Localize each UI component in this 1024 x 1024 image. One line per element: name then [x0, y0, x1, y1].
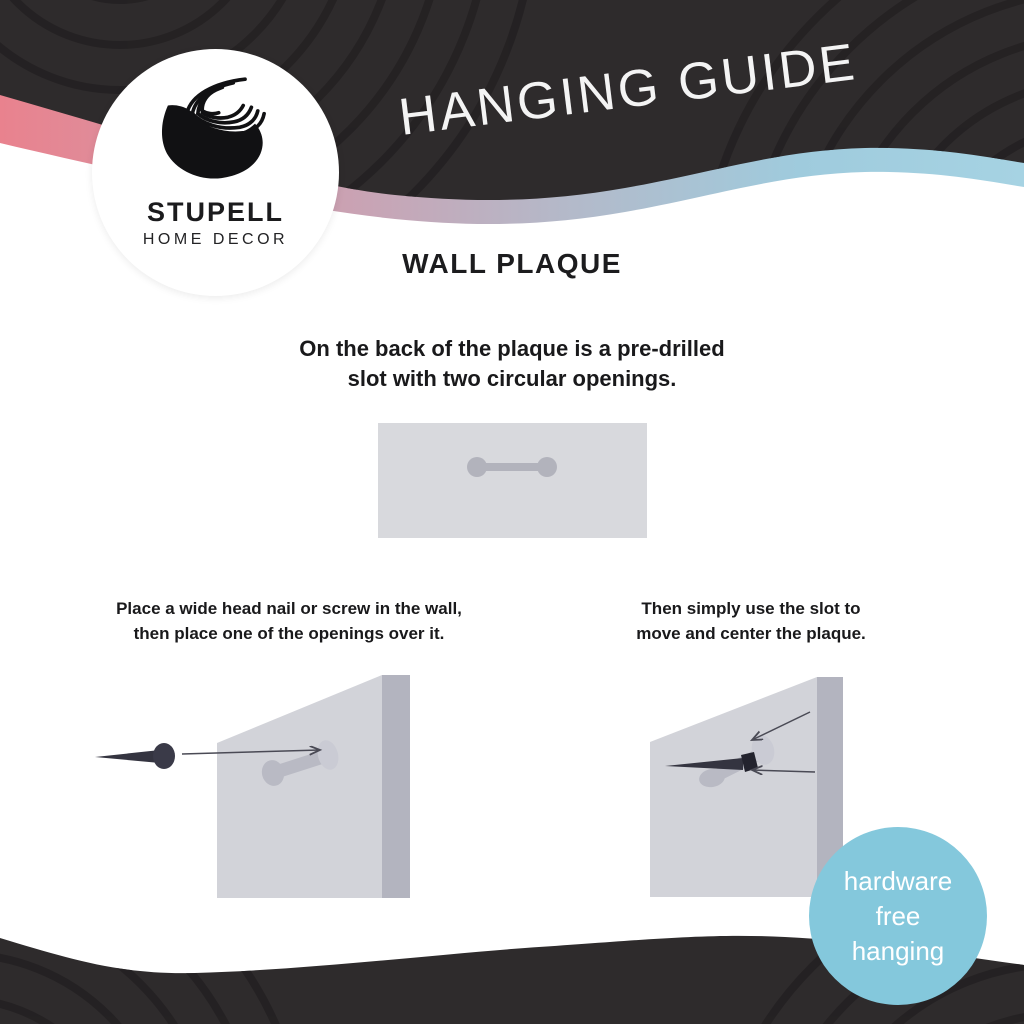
step-right-line-2: move and center the plaque. — [636, 624, 866, 643]
step-right-line-1: Then simply use the slot to — [641, 599, 861, 618]
intro-line-1: On the back of the plaque is a pre-drilled — [299, 336, 725, 361]
brand-logo-badge — [92, 49, 339, 296]
step-right-text — [570, 596, 932, 646]
step-left-line-2: then place one of the openings over it. — [133, 624, 445, 643]
wide-head-nail-icon — [95, 743, 175, 769]
page-title: HANGING GUIDE — [395, 33, 861, 147]
hardware-free-badge — [809, 827, 987, 1005]
plaque-back-illustration — [378, 423, 647, 538]
badge-line-3: hanging — [851, 935, 945, 966]
badge-line-1: hardware — [843, 865, 953, 896]
stupell-flowing-s-icon — [157, 71, 275, 189]
brand-name: STUPELL — [146, 197, 284, 227]
step-left-illustration — [80, 660, 425, 905]
plaque-face — [650, 677, 817, 897]
section-title: WALL PLAQUE — [402, 248, 622, 279]
badge-line-2: free — [875, 900, 921, 931]
brand-tagline: HOME DECOR — [142, 231, 289, 248]
plaque-face — [217, 675, 382, 898]
step-left-text — [89, 596, 489, 646]
intro-text — [0, 334, 1024, 394]
step-left-line-1: Place a wide head nail or screw in the wall, — [116, 599, 462, 618]
keyhole-slot-icon — [378, 423, 647, 538]
intro-line-2: slot with two circular openings. — [347, 366, 677, 391]
plaque-side — [382, 675, 410, 898]
